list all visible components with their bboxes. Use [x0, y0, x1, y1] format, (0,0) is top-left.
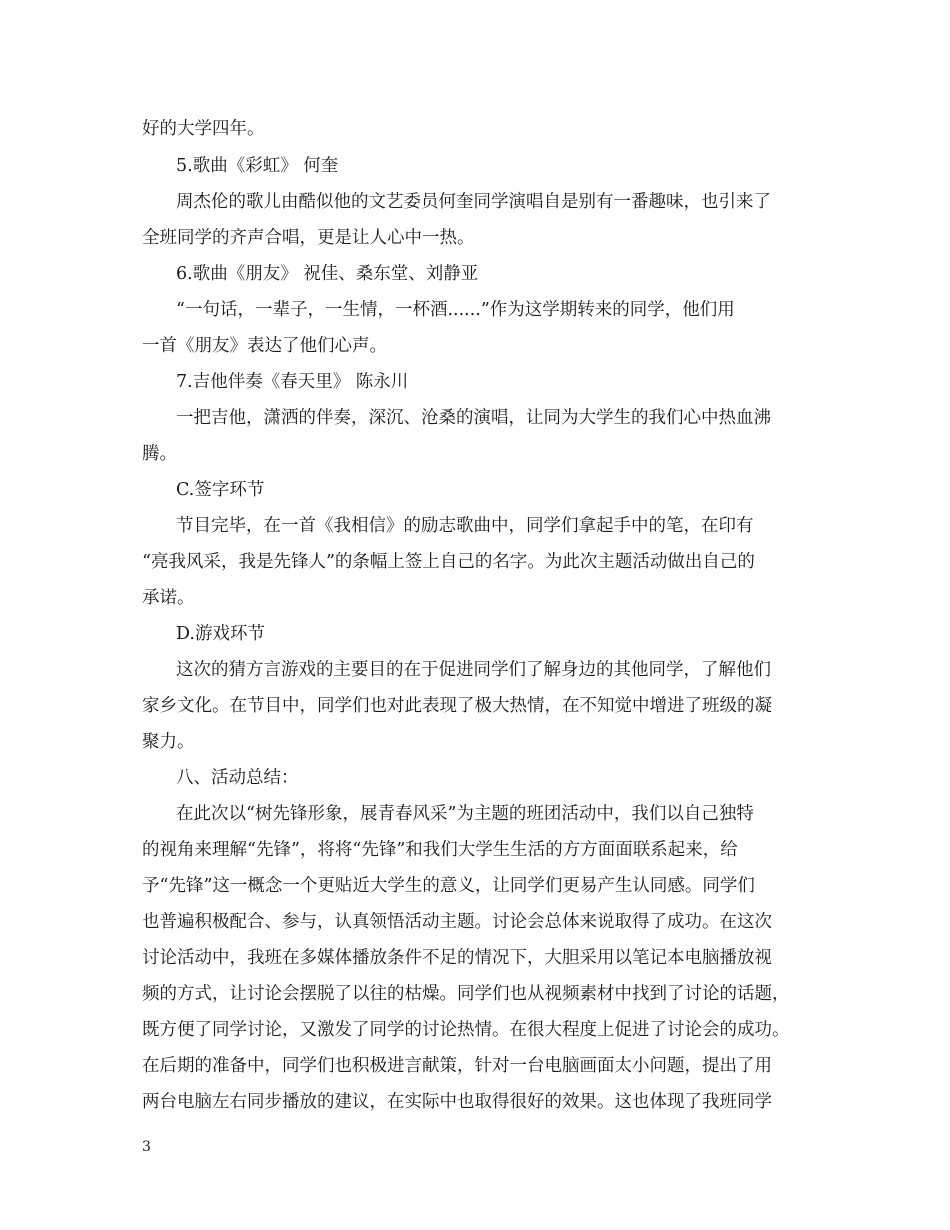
text-line: 也普遍积极配合、参与，认真领悟活动主题。讨论会总体来说取得了成功。在这次 — [142, 912, 772, 932]
text-line: 既方便了同学讨论，又激发了同学的讨论热情。在很大程度上促进了讨论会的成功。 — [142, 1020, 790, 1040]
text-line: 的视角来理解“先锋”，将将“先锋”和我们大学生生活的方方面面联系起来，给 — [142, 840, 738, 860]
text-line: 讨论活动中，我班在多媒体播放条件不足的情况下，大胆采用以笔记本电脑播放视 — [142, 948, 772, 968]
text-line: 家乡文化。在节目中，同学们也对此表现了极大热情，在不知觉中增进了班级的凝 — [142, 696, 772, 716]
text-line: 一首《朋友》表达了他们心声。 — [142, 336, 387, 356]
text-line: 周杰伦的歌儿由酷似他的文艺委员何奎同学演唱自是别有一番趣味，也引来了 — [176, 192, 771, 212]
section-heading: D.游戏环节 — [176, 624, 265, 644]
text-line: “一句话，一辈子，一生情，一杯酒......”作为这学期转来的同学，他们用 — [176, 300, 735, 320]
text-line: “亮我风采，我是先锋人”的条幅上签上自己的名字。为此次主题活动做出自己的 — [142, 552, 755, 572]
text-line: 在此次以“树先锋形象，展青春风采”为主题的班团活动中，我们以自己独特 — [176, 804, 754, 824]
text-line: 一把吉他，潇洒的伴奏，深沉、沧桑的演唱，让同为大学生的我们心中热血沸 — [176, 408, 771, 428]
text-line: 这次的猜方言游戏的主要目的在于促进同学们了解身边的其他同学，了解他们 — [176, 660, 771, 680]
text-line: 在后期的准备中，同学们也积极进言献策，针对一台电脑画面太小问题，提出了用 — [142, 1056, 772, 1076]
section-heading: C.签字环节 — [176, 480, 265, 500]
text-line: 予“先锋”这一概念一个更贴近大学生的意义，让同学们更易产生认同感。同学们 — [142, 876, 755, 896]
program-item-heading: 6.歌曲《朋友》 祝佳、桑东堂、刘静亚 — [176, 264, 479, 284]
program-item-heading: 7.吉他伴奏《春天里》 陈永川 — [176, 372, 409, 392]
text-line: 聚力。 — [142, 732, 195, 752]
program-item-heading: 5.歌曲《彩虹》 何奎 — [176, 156, 339, 176]
text-line: 全班同学的齐声合唱，更是让人心中一热。 — [142, 228, 475, 248]
section-heading: 八、活动总结： — [176, 768, 299, 788]
text-line: 承诺。 — [142, 588, 195, 608]
page-number: 3 — [142, 1139, 151, 1155]
text-line: 腾。 — [142, 444, 177, 464]
text-line: 频的方式，让讨论会摆脱了以往的枯燥。同学们也从视频素材中找到了讨论的话题， — [142, 984, 790, 1004]
text-line: 节目完毕，在一首《我相信》的励志歌曲中，同学们拿起手中的笔，在印有 — [176, 516, 754, 536]
text-line: 两台电脑左右同步播放的建议，在实际中也取得很好的效果。这也体现了我班同学 — [142, 1092, 772, 1112]
text-line: 好的大学四年。 — [142, 119, 265, 139]
